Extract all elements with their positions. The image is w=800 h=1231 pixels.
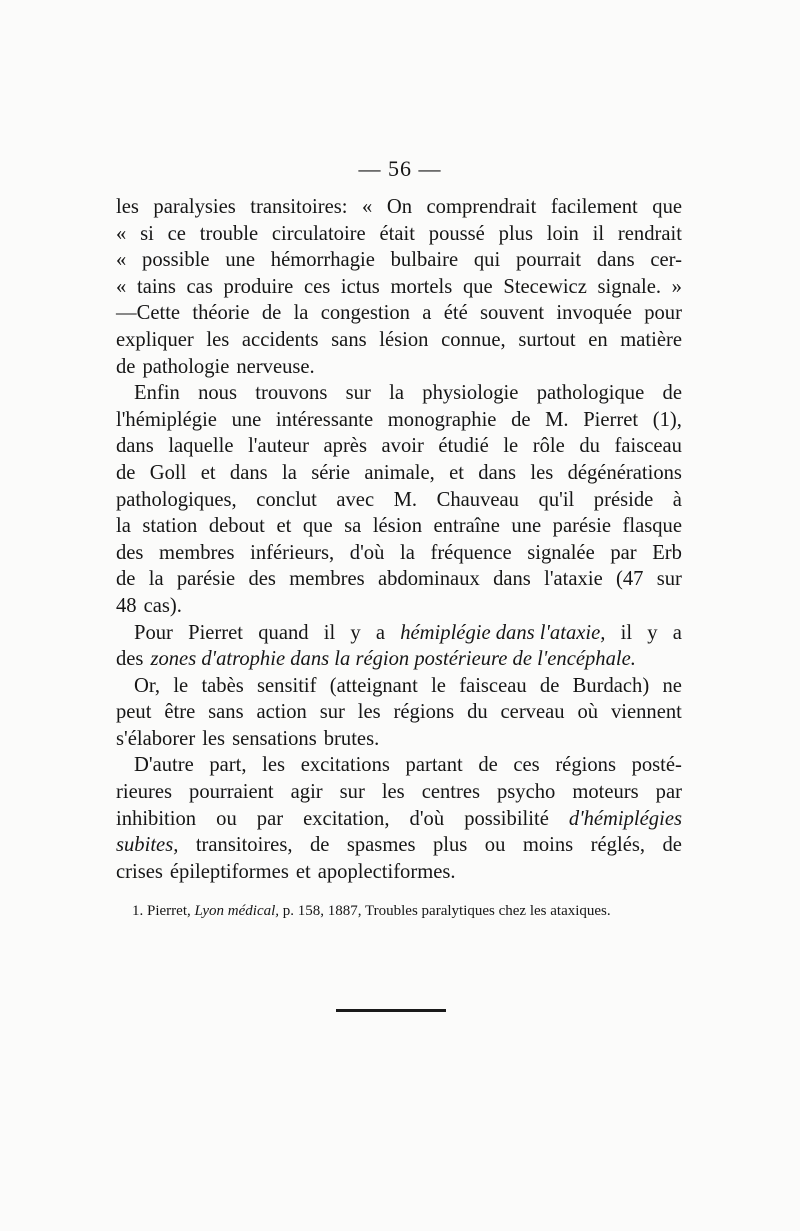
italic-phrase: d'hémiplégies: [568, 807, 682, 830]
text-line: rieures pourraient agir sur les centres psycho moteurs par: [116, 781, 682, 804]
text-line: pathologiques, conclut avec M. Chauveau qu'il préside à: [116, 488, 682, 511]
page-number: — 56 —: [358, 156, 442, 181]
text-line: subites, transitoires, de spasmes plus ou moins réglés, de: [116, 832, 682, 859]
text-line: dans laquelle l'auteur après avoir étudié le rôle du faisceau: [116, 435, 682, 458]
italic-phrase: hémiplégie dans l'ataxie,: [400, 621, 606, 644]
bleed-through-shadow: [130, 1020, 690, 1130]
footnote: [132, 903, 692, 920]
text-line: inhibition ou par excitation, d'où possibilité d'hémiplégies: [116, 806, 682, 833]
text-line: des membres inférieurs, d'où la fréquence signalée par Erb: [116, 541, 682, 564]
italic-phrase: subites,: [116, 834, 179, 857]
text-line: expliquer les accidents sans lésion connue, surtout en matière: [116, 328, 682, 351]
text-line: de Goll et dans la série animale, et dans les dégénérations: [116, 461, 682, 484]
text-line: l'hémiplégie une intéressante monographie de M. Pierret (1),: [116, 407, 682, 434]
end-rule: [336, 1009, 446, 1012]
text-line: s'élaborer les sensations brutes.: [116, 727, 380, 750]
text-line: Or, le tabès sensitif (atteignant le faisceau de Burdach) ne: [134, 674, 682, 697]
text-line: 48 cas).: [116, 594, 182, 617]
text-line: la station debout et que sa lésion entraîne une parésie flasque: [116, 515, 682, 538]
italic-phrase: zones d'atrophie dans la région postérieure de l'encéphale.: [150, 648, 636, 671]
text-line: —Cette théorie de la congestion a été souvent invoquée pour: [116, 302, 682, 325]
text-line: de la parésie des membres abdominaux dans l'ataxie (47 sur: [116, 568, 682, 591]
footnote-journal: Lyon médical,: [194, 903, 280, 919]
body-text: [116, 194, 682, 885]
footnote-marker: 1.: [132, 903, 144, 919]
text-line: « si ce trouble circulatoire était poussé plus loin il rendrait: [116, 222, 682, 245]
footnote-citation: p. 158, 1887, Troubles paralytiques chez les ataxiques.: [282, 903, 611, 919]
text-line: de pathologie nerveuse.: [116, 355, 315, 378]
text-line: Enfin nous trouvons sur la physiologie pathologique de: [134, 382, 682, 405]
text-line: crises épileptiformes et apoplectiformes.: [116, 860, 456, 883]
text-line: Pour Pierret quand il y a hémiplégie dans l'ataxie, il y a: [116, 620, 682, 647]
text-line: « tains cas produire ces ictus mortels que Stecewicz signale. »: [116, 275, 682, 298]
text-line: peut être sans action sur les régions du cerveau où viennent: [116, 701, 682, 724]
text-line: des zones d'atrophie dans la région postérieure de l'encéphale.: [116, 646, 682, 673]
footnote-reference: (1),: [652, 408, 682, 431]
text-line: les paralysies transitoires: « On comprendrait facilement que: [116, 196, 682, 218]
footnote-author: Pierret,: [147, 903, 191, 919]
text-line: D'autre part, les excitations partant de ces régions posté-: [134, 754, 682, 777]
text-line: « possible une hémorrhagie bulbaire qui pourrait dans cer-: [116, 249, 682, 272]
